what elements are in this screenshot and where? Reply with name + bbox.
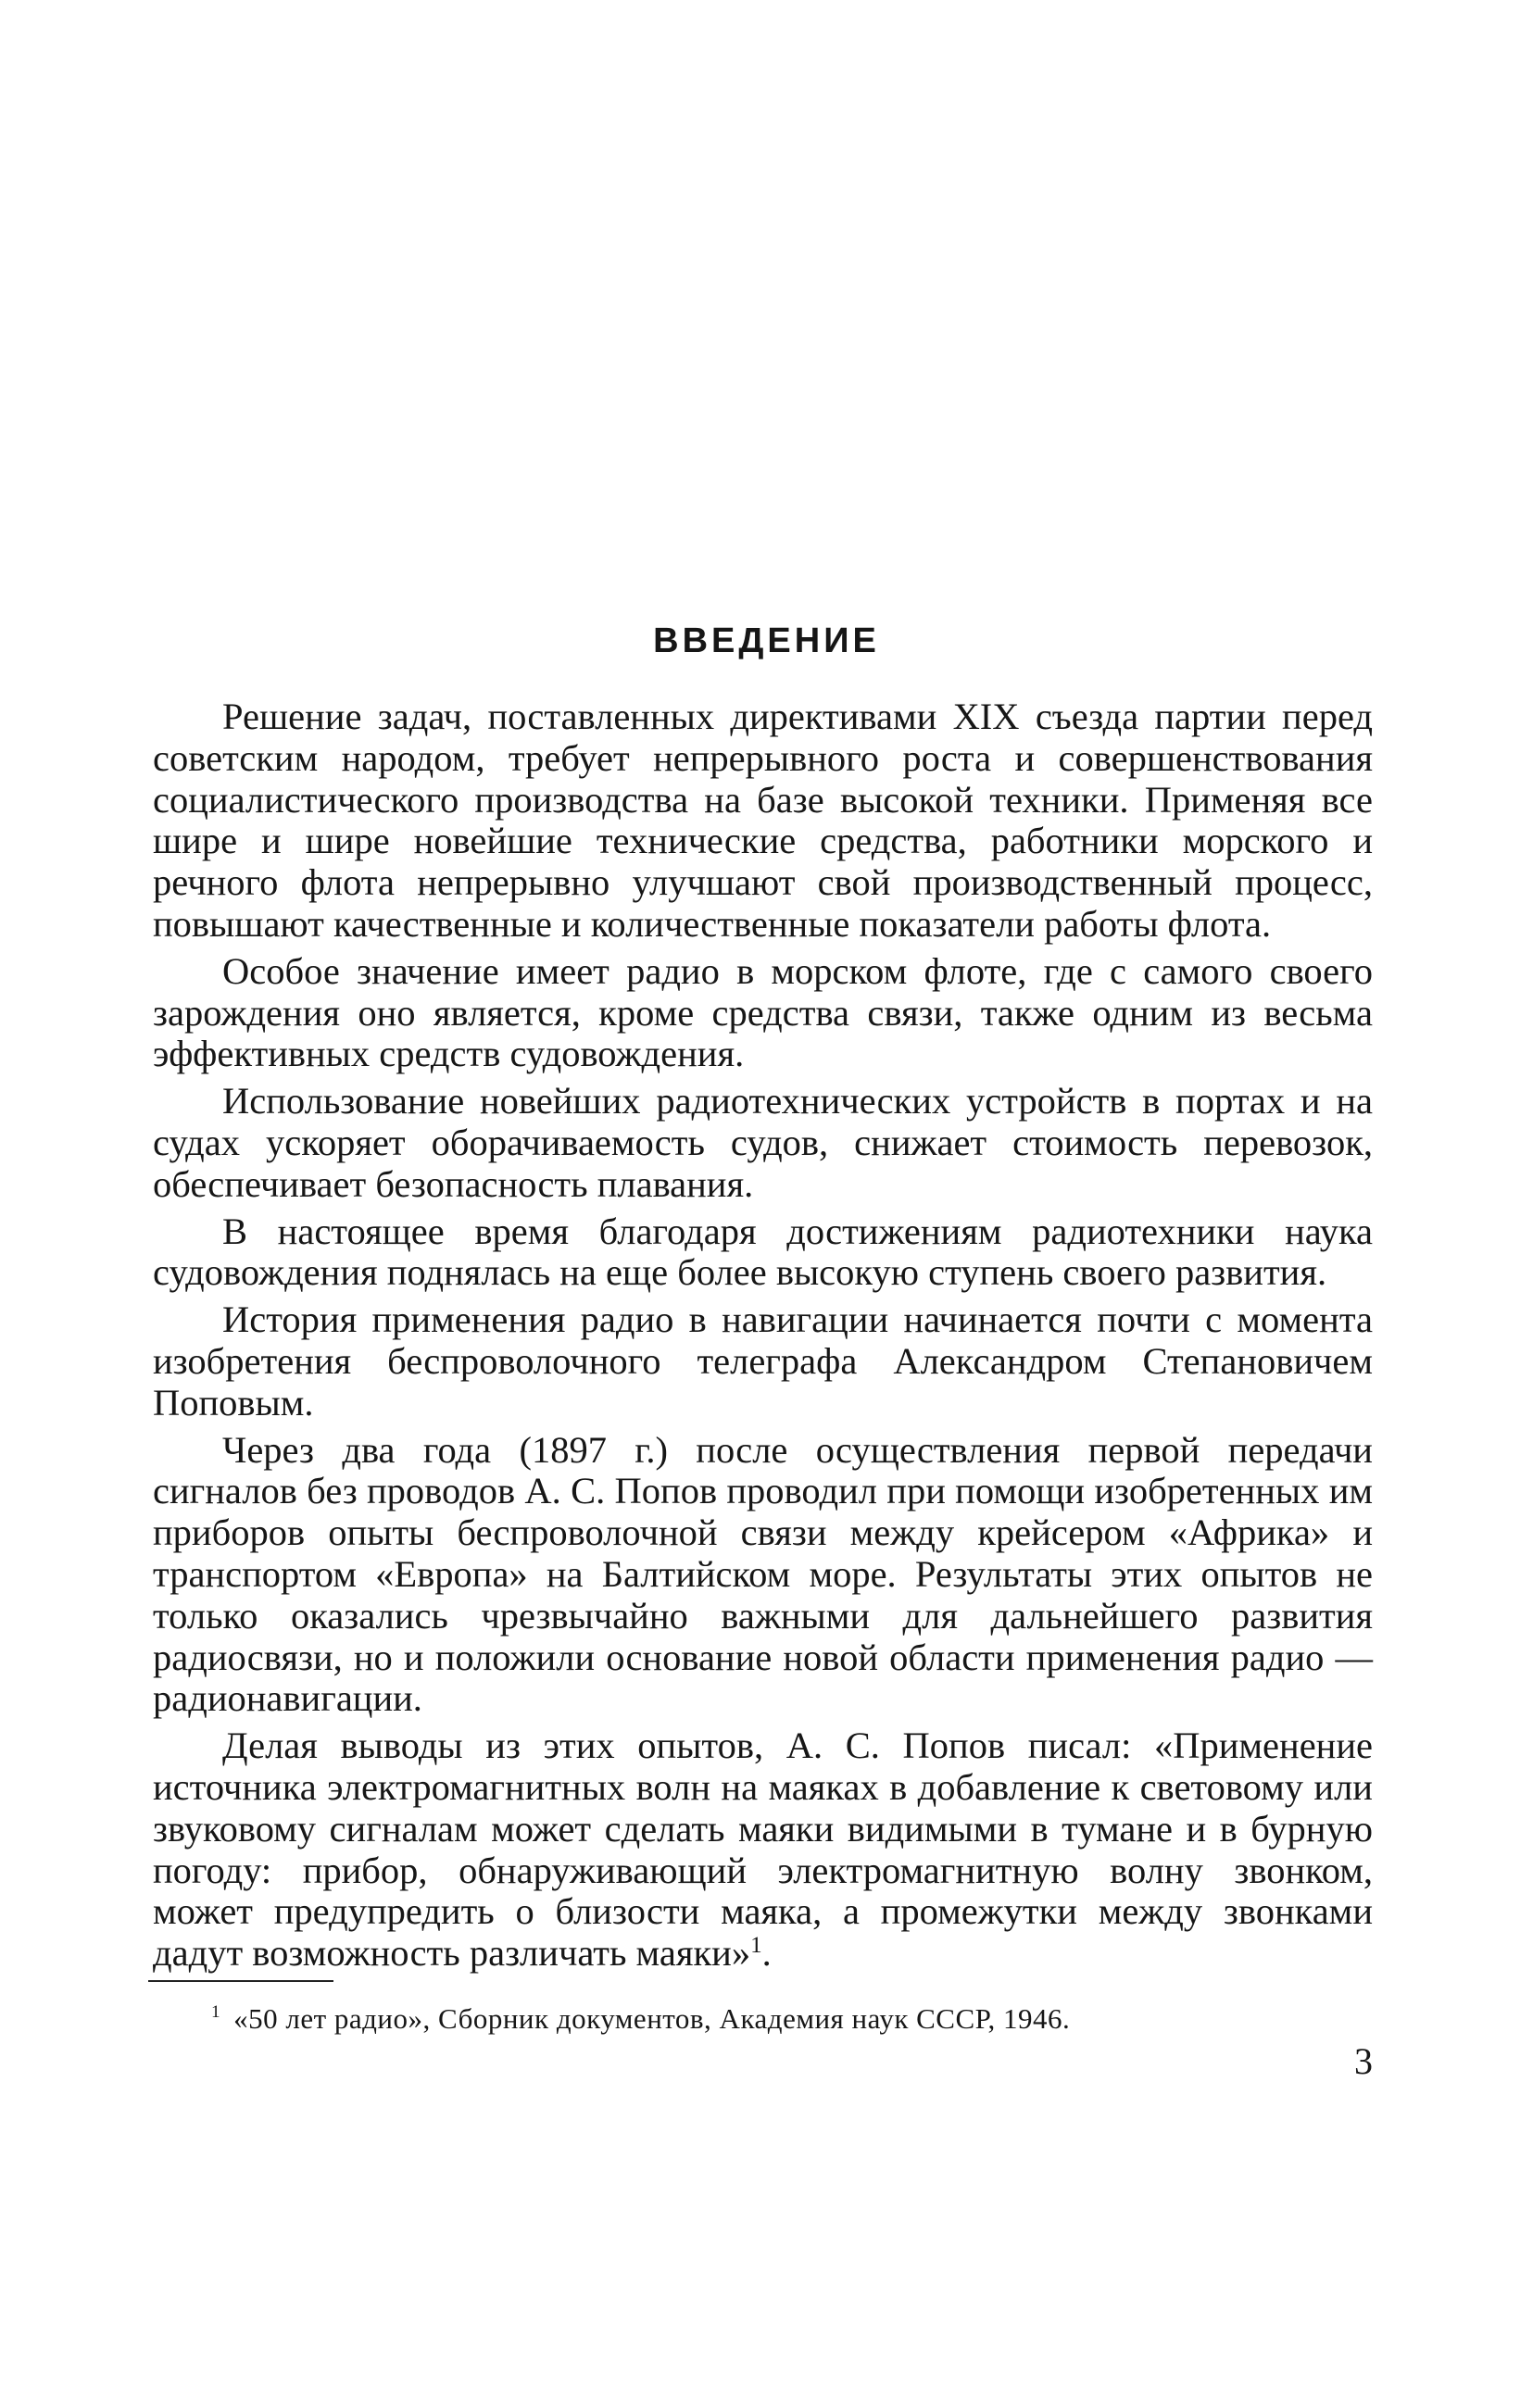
footnote-divider <box>148 1980 333 1982</box>
page-number: 3 <box>1354 2040 1373 2082</box>
paragraph-5: История применения радио в навигации начинается почти с момента изобретения беспроволочного телеграфа Александром Степановичем Поповым. <box>153 1298 1373 1423</box>
paragraph-7: Делая выводы из этих опытов, А. С. Попов писал: «Применение источника электромагнитных волн на маяках в добавление к световому или звуковому сигналам может сделать маяки видимыми в тумане и в бурную погоду: прибор, обнаруживающий электромагнитную волну звонком, может предупредить о близости маяка, а промежутки между звонками дадут возможность различать маяки»$^1$. <box>153 1724 1373 1975</box>
paragraph-7-text: Делая выводы из этих опытов, А. С. Попов писал: «Применение источника электромагнитных волн на маяках в добавление к световому или звуковому сигналам может сделать маяки видимыми в тумане и в бурную погоду: прибор, обнаруживающий электромагнитную волну звонком, может предупредить о близости маяка, а промежутки между звонками дадут возможность различать маяки» <box>153 1724 1373 1975</box>
paragraph-1: Решение задач, поставленных директивами XIX съезда партии перед советским народом, требует непрерывного роста и совершенствования социалистического производства на базе высокой техники. Применяя все шире и шире новейшие технические средства, работники морского и речного флота непрерывно улучшают свой производственный процесс, повышают качественные и количественные показатели работы флота. <box>153 696 1373 945</box>
footnote-text: «50 лет радио», Сборник документов, Академия наук СССР, 1946. <box>233 2002 1071 2035</box>
paragraph-2: Особое значение имеет радио в морском флоте, где с самого своего зарождения оно является, кроме средства связи, также одним из весьма эффективных средств судовождения. <box>153 949 1373 1075</box>
paragraph-6: Через два года (1897 г.) после осуществления первой передачи сигналов без проводов А. С. Попов проводил при помощи изобретенных им приборов опыты беспроволочной связи между крейсером «Африка» и транспортом «Европа» на Балтийском море. Результаты этих опытов не только оказались чрезвычайно важными для дальнейшего развития радиосвязи, но и положили основание новой области применения радио — радионавигации. <box>153 1428 1373 1720</box>
chapter-heading: ВВЕДЕНИЕ <box>653 621 880 660</box>
body-text <box>153 696 1373 1975</box>
paragraph-4: В настоящее время благодаря достижениям радиотехники наука судовождения поднялась на еще более высокую ступень своего развития. <box>153 1210 1373 1294</box>
paragraph-3: Использование новейших радиотехнических устройств в портах и на судах ускоряет оборачиваемость судов, снижает стоимость перевозок, обеспечивает безопасность плавания. <box>153 1080 1373 1205</box>
footnote <box>211 2000 1415 2038</box>
footnote-mark: 1 <box>211 2002 221 2023</box>
footnote-reference: 1 <box>750 1933 762 1959</box>
